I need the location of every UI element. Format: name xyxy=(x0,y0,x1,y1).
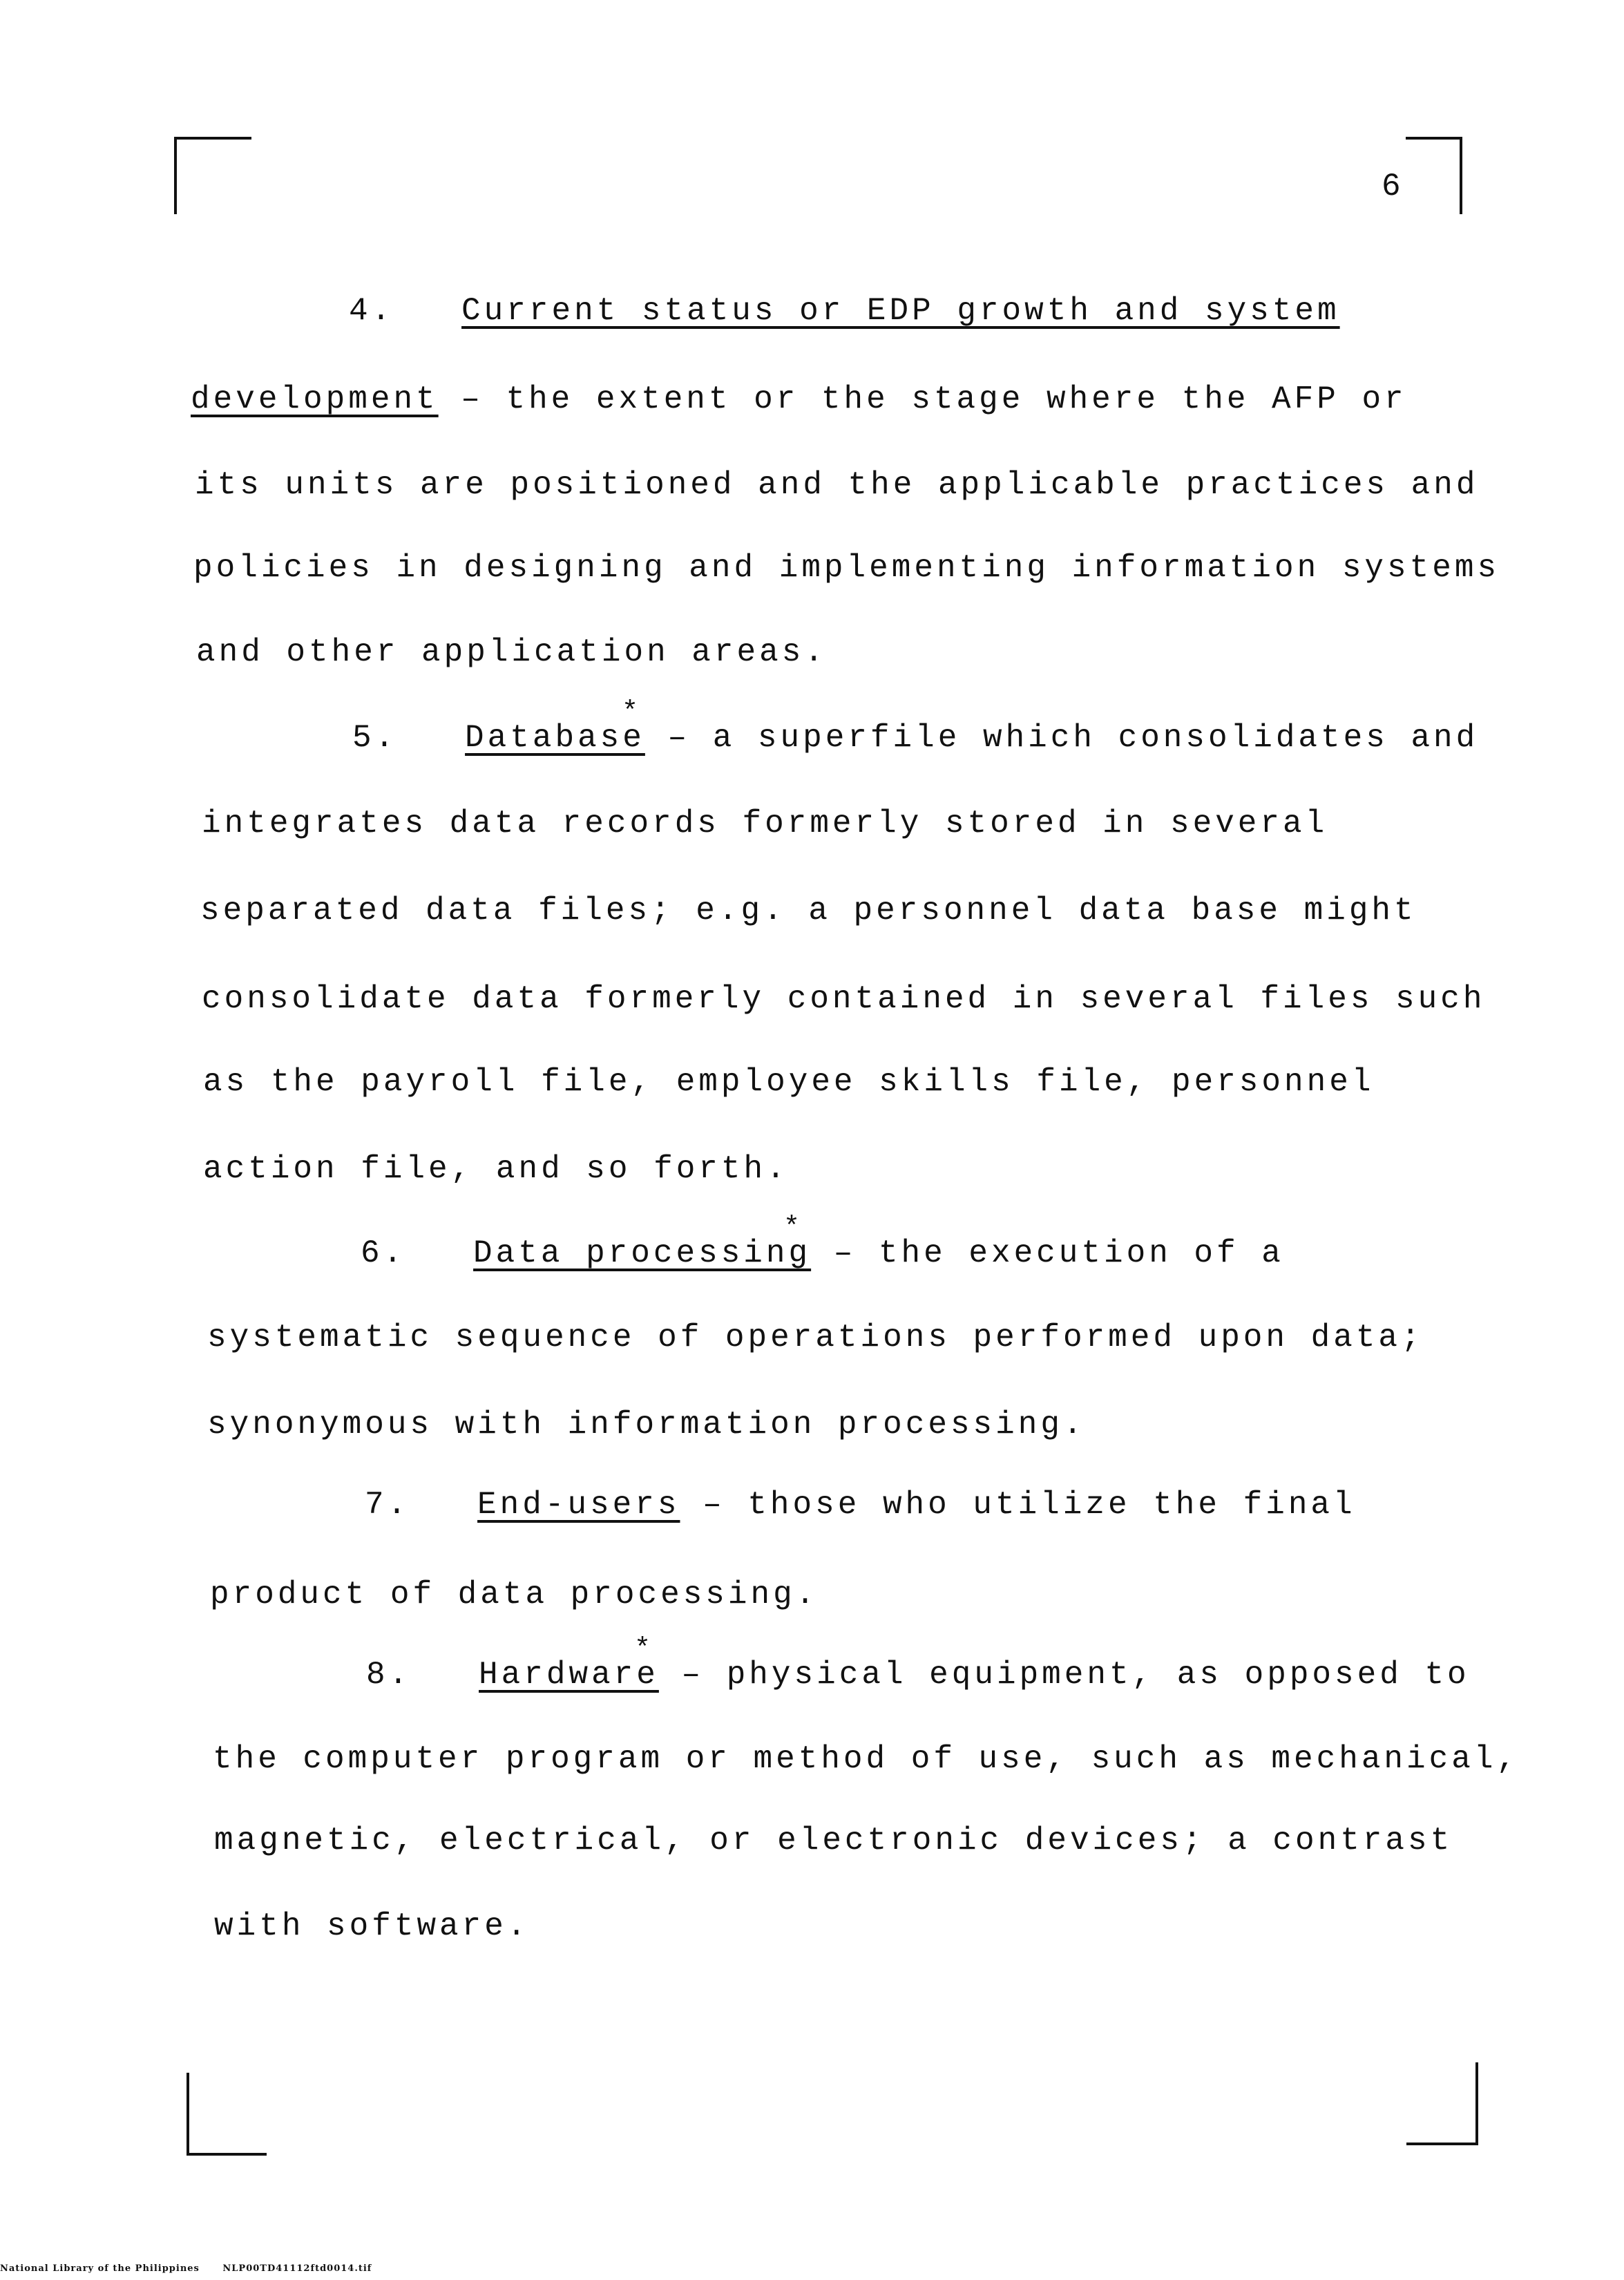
crop-mark-bottom-right-v xyxy=(1475,2062,1478,2145)
item-4-first-line xyxy=(349,290,1340,332)
item-6-term: Data processing xyxy=(473,1235,812,1271)
scan-footer xyxy=(0,2263,391,2274)
item-6-asterisk: * xyxy=(783,1213,801,1244)
page-number: 6 xyxy=(1382,169,1401,205)
item-7-term: End-users xyxy=(477,1487,680,1523)
item-8-line: with software. xyxy=(214,1908,530,1944)
item-4-term-part1: Current status or EDP growth and system xyxy=(461,293,1340,329)
item-4-line: its units are positioned and the applicable practices and xyxy=(195,467,1479,503)
item-5-line: as the payroll file, employee skills file, personnel xyxy=(203,1064,1375,1100)
item-7-line: product of data processing. xyxy=(210,1577,819,1613)
footer-library: National Library of the Philippines xyxy=(0,2263,200,2274)
item-5-asterisk: * xyxy=(622,697,639,728)
item-8-term: Hardware xyxy=(479,1657,659,1693)
item-5-line: action file, and so forth. xyxy=(203,1151,789,1187)
crop-mark-top-left-v xyxy=(174,137,177,214)
item-4-definition-start: – the extent or the stage where the AFP or xyxy=(438,381,1407,417)
item-6-number: 6. xyxy=(361,1235,406,1271)
crop-mark-top-right-v xyxy=(1460,137,1462,214)
item-5-number: 5. xyxy=(352,720,398,756)
crop-mark-top-left-h xyxy=(174,137,251,140)
crop-mark-bottom-left-h xyxy=(187,2153,267,2156)
item-5-definition-start: – a superfile which consolidates and xyxy=(644,720,1479,756)
item-8-number: 8. xyxy=(366,1657,412,1693)
crop-mark-bottom-right-h xyxy=(1406,2143,1478,2145)
item-8-definition-start: – physical equipment, as opposed to xyxy=(658,1657,1470,1693)
item-6-line: synonymous with information processing. xyxy=(207,1407,1086,1443)
item-5-line: integrates data records formerly stored in several xyxy=(202,806,1328,842)
item-5-term: Database xyxy=(465,720,645,756)
item-6-definition-start: – the execution of a xyxy=(811,1235,1284,1271)
item-7-number: 7. xyxy=(365,1487,410,1523)
item-5-line: separated data files; e.g. a personnel data base might xyxy=(200,893,1417,929)
item-4-line: and other application areas. xyxy=(196,634,827,670)
footer-file-id: NLP00TD41112ftd0014.tif xyxy=(222,2263,372,2274)
item-5-line: consolidate data formerly contained in several files such xyxy=(202,981,1486,1017)
item-4-number: 4. xyxy=(349,293,394,329)
item-4-term-part2: development xyxy=(191,381,439,417)
crop-mark-top-right-h xyxy=(1406,137,1462,140)
item-7-definition-start: – those who utilize the final xyxy=(680,1487,1356,1523)
item-4-second-line xyxy=(191,379,1407,420)
item-6-line: systematic sequence of operations performed upon data; xyxy=(207,1320,1424,1356)
item-8-asterisk: * xyxy=(634,1634,651,1665)
item-8-line: magnetic, electrical, or electronic devices; a contrast xyxy=(214,1823,1453,1859)
item-7-first-line xyxy=(365,1484,1356,1526)
item-6-first-line xyxy=(361,1233,1284,1274)
item-4-line: policies in designing and implementing information systems xyxy=(193,550,1500,586)
crop-mark-bottom-left-v xyxy=(187,2073,189,2156)
item-8-line: the computer program or method of use, such as mechanical, xyxy=(213,1741,1520,1777)
item-5-first-line xyxy=(352,717,1478,759)
item-8-first-line xyxy=(366,1654,1470,1695)
